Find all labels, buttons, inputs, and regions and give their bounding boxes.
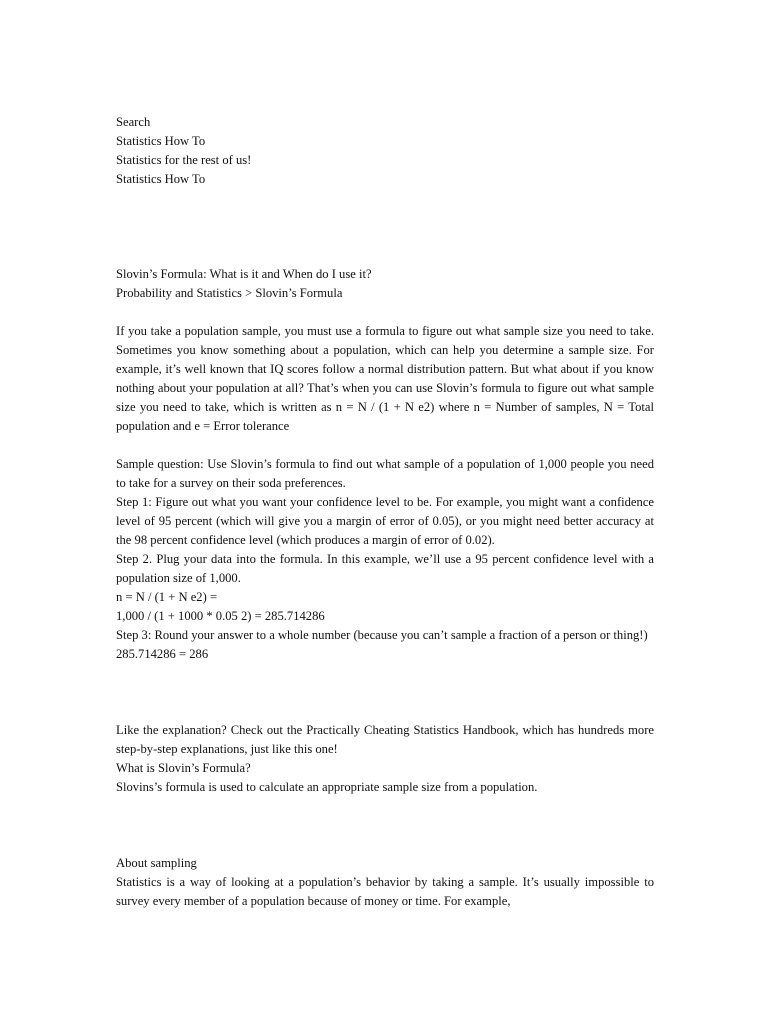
sample-question: Sample question: Use Slovin’s formula to find out what sample of a population of 1,000 people you need to take for a survey on their soda preferences. — [116, 457, 654, 490]
article-title: Slovin’s Formula: What is it and When do I use it? — [116, 267, 372, 281]
site-tagline: Statistics for the rest of us! — [116, 153, 252, 167]
calculation: 1,000 / (1 + 1000 * 0.05 2) = 285.714286 — [116, 609, 325, 623]
what-is-heading: What is Slovin’s Formula? — [116, 761, 251, 775]
site-title-link[interactable]: Statistics How To — [116, 134, 206, 148]
document-content — [116, 113, 654, 911]
about-sampling-text: Statistics is a way of looking at a population’s behavior by taking a sample. It’s usually impossible to survey every member of a population because of money or time. For example, — [116, 875, 654, 908]
what-is-text: Slovins’s formula is used to calculate an appropriate sample size from a population. — [116, 780, 538, 794]
worked-example — [116, 455, 654, 664]
site-header — [116, 113, 654, 189]
search-link[interactable]: Search — [116, 115, 151, 129]
spacer — [116, 189, 654, 265]
site-title-repeat[interactable]: Statistics How To — [116, 172, 206, 186]
step-1: Step 1: Figure out what you want your confidence level to be. For example, you might want a confidence level of 95 percent (which will give you a margin of error of 0.05), or you might need better accuracy at the 98 percent confidence level (which produces a margin of error of 0.02). — [116, 495, 654, 547]
step-3: Step 3: Round your answer to a whole number (because you can’t sample a fraction of a person or thing!) — [116, 628, 648, 642]
intro-paragraph: If you take a population sample, you must use a formula to figure out what sample size you need to take. Sometimes you know something about a population, which can help you determine a sample size. For example, it’s well known that IQ scores follow a normal distribution pattern. But what about if you know nothing about your population at all? That’s when you can use Slovin’s formula to figure out what sample size you need to take, which is written as n = N / (1 + N e2) where n = Number of samples, N = Total population and e = Error tolerance — [116, 324, 654, 433]
spacer — [116, 664, 654, 721]
result: 285.714286 = 286 — [116, 647, 209, 661]
article-heading-block — [116, 265, 654, 303]
about-sampling-heading: About sampling — [116, 856, 197, 870]
handbook-promo[interactable]: Like the explanation? Check out the Practically Cheating Statistics Handbook, which has hundreds more step-by-step explanations, just like this one! — [116, 723, 654, 756]
formula: n = N / (1 + N e2) = — [116, 590, 218, 604]
spacer — [116, 436, 654, 455]
spacer — [116, 797, 654, 854]
step-2: Step 2. Plug your data into the formula. In this example, we’ll use a 95 percent confidence level with a population size of 1,000. — [116, 552, 654, 585]
spacer — [116, 303, 654, 322]
breadcrumb[interactable]: Probability and Statistics > Slovin’s Formula — [116, 286, 343, 300]
